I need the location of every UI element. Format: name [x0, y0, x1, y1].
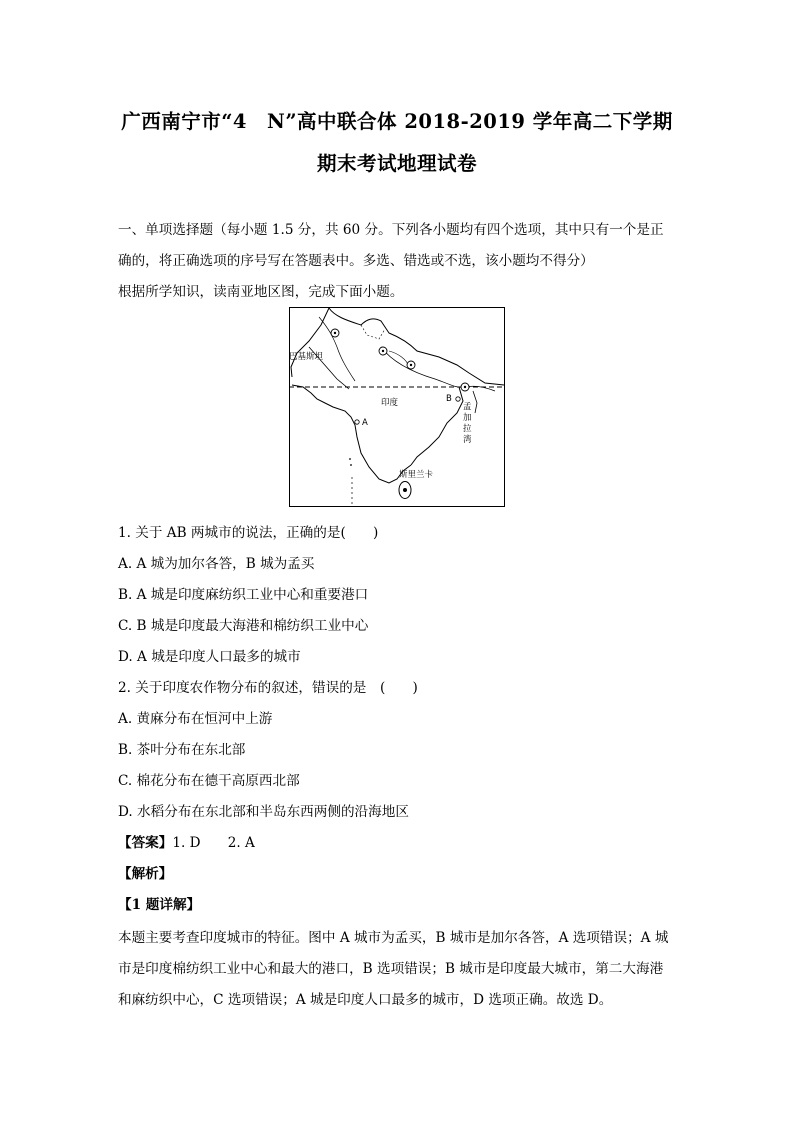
analysis-line-2: 市是印度棉纺织工业中心和最大的港口，B 选项错误；B 城市是印度最大城市，第二大海港: [118, 961, 664, 977]
reading-prompt: 根据所学知识，读南亚地区图，完成下面小题。: [118, 284, 404, 300]
capital-kathmandu-symbol: [407, 361, 415, 369]
city-b-marker: [456, 397, 460, 401]
answer-line: [118, 831, 255, 851]
label-bay-of-bengal-1: 孟: [463, 402, 472, 412]
answer-label: 【答案】: [118, 835, 173, 851]
document-title-line-1: 广西南宁市“4 N”高中联合体 2018-2019 学年高二下学期: [121, 110, 673, 133]
question-2-option-a: A. 黄麻分布在恒河中上游: [118, 711, 273, 727]
capital-dhaka-symbol: [461, 383, 469, 391]
section-instruction-line-2: 确的，将正确选项的序号写在答题表中。多选、错选或不选，该小题均不得分）: [118, 253, 594, 269]
question-2-option-b: B. 茶叶分布在东北部: [118, 742, 246, 758]
analysis-line-3: 和麻纺织中心，C 选项错误；A 城是印度人口最多的城市，D 选项正确。故选 D。: [118, 992, 613, 1008]
document-title-line-2: 期末考试地理试卷: [316, 152, 477, 175]
city-a-marker: [355, 420, 359, 424]
question-1-option-d: D. A 城是印度人口最多的城市: [118, 649, 301, 665]
label-bay-of-bengal-3: 拉: [463, 424, 472, 434]
label-bay-of-bengal-2: 加: [463, 413, 472, 423]
capital-delhi-symbol: [379, 347, 387, 355]
label-city-a: A: [362, 418, 368, 428]
capital-islamabad-symbol: [331, 329, 339, 337]
question-2-stem: 2. 关于印度农作物分布的叙述，错误的是 ( ): [118, 680, 418, 696]
question-1-option-b: B. A 城是印度麻纺织工业中心和重要港口: [118, 587, 369, 603]
answer-text: 1. D 2. A: [172, 835, 255, 851]
label-bay-of-bengal-4: 湾: [463, 435, 472, 445]
analysis-sub-label: 【1 题详解】: [118, 897, 201, 913]
question-1-option-a: A. A 城为加尔各答，B 城为孟买: [118, 556, 315, 572]
question-1-option-c: C. B 城是印度最大海港和棉纺织工业中心: [118, 618, 369, 634]
section-instruction-line-1: 一、单项选择题（每小题 1.5 分，共 60 分。下列各小题均有四个选项，其中只有一个是正: [118, 222, 664, 238]
label-sri-lanka: 斯里兰卡: [399, 470, 434, 480]
question-2-option-d: D. 水稻分布在东北部和半岛东西两侧的沿海地区: [118, 804, 409, 820]
question-2-option-c: C. 棉花分布在德干高原西北部: [118, 773, 300, 789]
analysis-label: 【解析】: [118, 866, 173, 882]
question-1-stem: 1. 关于 AB 两城市的说法，正确的是( ): [118, 525, 379, 541]
analysis-line-1: 本题主要考查印度城市的特征。图中 A 城市为孟买，B 城市是加尔各答，A 选项错误；A 城: [118, 930, 669, 946]
south-asia-map: [289, 307, 505, 507]
label-pakistan: 巴基斯坦: [289, 352, 324, 362]
label-india: 印度: [381, 398, 399, 408]
label-city-b: B: [446, 394, 452, 404]
